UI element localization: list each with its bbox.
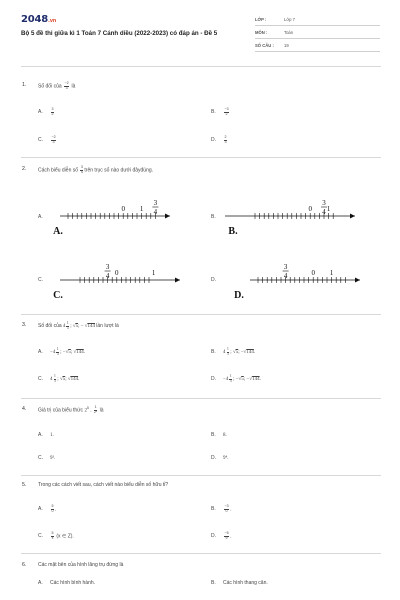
question-text-start: Số đối của <box>38 323 62 330</box>
meta-key: LỚP : <box>255 17 267 22</box>
logo-text: 2048 <box>21 14 49 25</box>
option-label: B. <box>211 349 216 356</box>
option-label: A. <box>38 214 43 220</box>
divider <box>21 157 381 158</box>
option-label: C. <box>38 455 43 461</box>
option-label: B. <box>211 580 216 586</box>
numerator: 2 <box>224 135 227 139</box>
question-text <box>38 166 153 174</box>
numerator: −2 <box>51 135 56 139</box>
numerator: 1 <box>54 374 56 378</box>
logo-suffix: .vn <box>48 18 57 24</box>
option-letter: C. <box>53 290 63 301</box>
option-a[interactable] <box>38 432 54 438</box>
meta-value: Lớp 7 <box>284 17 295 22</box>
sign: − <box>50 350 53 356</box>
denominator: 2² <box>94 409 98 414</box>
meta-class <box>255 16 380 26</box>
root-value: 144 <box>252 377 260 383</box>
option-tail: . <box>230 533 232 540</box>
axis-arrow <box>355 278 360 283</box>
tick-label-zero: 0 <box>311 269 315 277</box>
meta-subject <box>255 29 380 39</box>
option-b[interactable]: B. 4 $\frac{1}{3}$ ; √5; −√144. <box>211 347 256 356</box>
fraction <box>224 136 227 144</box>
divider <box>21 66 381 67</box>
mixed-whole: 4 <box>62 324 66 330</box>
fraction-denominator: 4 <box>322 208 326 216</box>
option-label: B. <box>211 432 216 438</box>
meta-value: 19 <box>284 43 289 48</box>
fraction-numerator: 3 <box>105 263 110 271</box>
question-text: Giá trị của biểu thức $2^5$ . $\frac{1}{\text{2²}}$ là <box>38 405 104 414</box>
option-label: A. <box>38 580 43 586</box>
option-value: 8. <box>223 433 227 438</box>
question-text-start: Giá trị của biểu thức <box>38 407 84 414</box>
option-d[interactable] <box>211 455 229 461</box>
denominator: 3 <box>56 351 59 356</box>
tick-label-zero: 0 <box>121 205 125 213</box>
divider <box>21 314 381 315</box>
option-label: B. <box>211 109 216 116</box>
option-tail: . <box>230 506 232 513</box>
fraction <box>80 166 83 174</box>
option-value: 1. <box>50 433 54 438</box>
option-label: A. <box>38 506 43 513</box>
fraction <box>66 322 69 330</box>
fraction <box>51 504 57 513</box>
site-logo[interactable] <box>21 14 56 25</box>
fraction <box>224 531 232 540</box>
option-a[interactable] <box>38 580 95 586</box>
mixed-whole: 4 <box>52 350 56 356</box>
question-number: 1. <box>22 82 27 88</box>
option-letter: A. <box>53 226 63 237</box>
denominator: 3 <box>227 351 229 356</box>
option-label: A. <box>38 109 43 116</box>
option-label: A. <box>38 432 43 438</box>
denominator: 3 <box>224 139 227 144</box>
question-number: 4. <box>22 406 27 412</box>
root-value: 5 <box>241 377 244 383</box>
numerator: 1 <box>56 347 59 351</box>
meta-value: Toán <box>284 30 294 35</box>
sign: − <box>62 350 66 356</box>
question-text-end: trên trục số nào dưới đâyđúng. <box>84 167 154 174</box>
tick-label-zero: 0 <box>115 269 119 277</box>
option-label: B. <box>211 506 216 513</box>
mixed-whole: 4 <box>225 377 229 383</box>
fraction <box>224 504 232 513</box>
numerator: 5 <box>51 504 54 508</box>
option-c[interactable]: C. 4 $\frac{1}{3}$ ; √5; √144. <box>38 374 80 383</box>
numerator: −3 <box>224 504 229 508</box>
option-d[interactable] <box>211 277 216 283</box>
option-b[interactable] <box>211 432 227 438</box>
option-label: C. <box>38 137 43 144</box>
denominator: 9 <box>225 535 228 540</box>
fraction-denominator: 4 <box>105 272 110 280</box>
option-c[interactable] <box>38 277 43 283</box>
option-d[interactable] <box>211 136 228 144</box>
root-value: 5 <box>75 324 79 330</box>
denominator: 2 <box>51 111 54 116</box>
root-value: 144 <box>87 324 96 330</box>
document-title: Bộ 5 đề thi giữa kì 1 Toán 7 Cánh diều (2022-2023) có đáp án - Đề 5 <box>21 30 218 37</box>
root-value: 144 <box>70 377 79 383</box>
option-c[interactable] <box>38 455 55 461</box>
denominator: 4 <box>80 169 83 174</box>
tick-label-zero: 0 <box>308 205 312 213</box>
option-d[interactable] <box>211 532 232 540</box>
option-value: Các hình thang cân. <box>223 580 268 586</box>
numerator: −5 <box>224 531 229 535</box>
divider <box>21 553 381 554</box>
question-text-start: Cách biểu diễn số <box>38 167 79 174</box>
option-label: D. <box>211 277 216 283</box>
axis-arrow <box>350 214 355 219</box>
option-label: C. <box>38 277 43 283</box>
denominator: 3 <box>54 378 56 383</box>
option-a[interactable] <box>38 214 43 220</box>
question-text-end: là <box>71 83 76 90</box>
tick-label-one: 1 <box>151 269 156 277</box>
power-exponent: 5 <box>86 406 89 410</box>
meta-key: SỐ CÂU : <box>255 43 274 48</box>
option-tail: . <box>55 506 57 513</box>
mixed-whole: 4 <box>50 377 53 383</box>
root-value: 5 <box>62 377 66 383</box>
option-value: 9². <box>50 456 56 461</box>
fraction <box>54 375 57 383</box>
option-d[interactable]: D. −4 $\frac{1}{3}$ ; −√5; −√144. <box>211 374 261 383</box>
divider <box>21 475 381 476</box>
numerator: 1 <box>229 374 232 378</box>
option-a[interactable] <box>38 108 55 116</box>
meta-count <box>255 42 380 52</box>
option-label: D. <box>211 137 216 144</box>
mixed-whole: 4 <box>223 350 226 356</box>
denominator: 3 <box>66 325 69 330</box>
sign: − <box>235 377 239 383</box>
fraction-denominator: 4 <box>153 208 158 216</box>
sign: − <box>246 377 250 383</box>
numerator: 1 <box>227 347 229 351</box>
option-value: Các hình bình hành. <box>50 580 96 586</box>
option-label: D. <box>211 533 216 540</box>
option-label: D. <box>211 376 216 383</box>
numerator: 1 <box>94 405 97 410</box>
option-label: B. <box>211 214 216 220</box>
fraction <box>51 532 54 540</box>
question-text-start: Số đối của <box>38 83 62 90</box>
denominator: 3 <box>65 85 68 90</box>
option-b[interactable] <box>211 108 230 116</box>
tick-label-one: 1 <box>326 205 331 213</box>
denominator: 2 <box>225 111 228 116</box>
fraction <box>229 375 232 383</box>
numerator: 3 <box>51 107 54 111</box>
meta-key: MÔN : <box>255 30 268 35</box>
fraction-numerator: 3 <box>153 199 158 207</box>
tick-label-one: 1 <box>139 205 144 213</box>
question-text-end: là <box>99 407 104 414</box>
option-label: C. <box>38 376 43 383</box>
option-b[interactable] <box>211 505 232 513</box>
numerator: −3 <box>224 107 229 111</box>
numerator: 1 <box>66 321 69 325</box>
question-number: 6. <box>22 562 27 568</box>
option-value: 9⁴. <box>223 456 229 461</box>
tick-label-one: 1 <box>329 269 334 277</box>
fraction <box>51 136 56 144</box>
root-value: 144 <box>246 350 254 356</box>
option-a[interactable]: A. −4 $\frac{1}{3}$ ; −√5; √144. <box>38 347 85 356</box>
divider <box>21 398 381 399</box>
sign: − <box>240 350 244 356</box>
root-value: 5 <box>235 350 239 356</box>
option-label: A. <box>38 349 43 356</box>
option-b[interactable] <box>211 214 216 220</box>
axis-arrow <box>175 278 180 283</box>
question-text-end: lần lượt là <box>96 323 119 330</box>
fraction-numerator: 3 <box>322 199 326 207</box>
number-line-c <box>50 256 200 308</box>
option-c[interactable] <box>38 532 74 540</box>
denominator: 3 <box>52 139 55 144</box>
option-tail: (x ∈ Z). <box>55 533 74 540</box>
denominator: 3 <box>229 378 232 383</box>
fraction <box>64 82 69 90</box>
axis-arrow <box>165 214 170 219</box>
sign: − <box>223 377 226 383</box>
question-number: 3. <box>22 322 27 328</box>
fraction-numerator: 3 <box>283 263 288 271</box>
fraction-denominator: 4 <box>283 272 288 280</box>
fraction <box>224 108 229 116</box>
option-c[interactable] <box>38 136 57 144</box>
option-label: C. <box>38 533 43 540</box>
number-line-d <box>225 256 375 308</box>
power-base: 2 <box>84 408 87 414</box>
numerator: 5 <box>51 531 54 535</box>
question-text: Số đối của 4 $\frac{1}{3}$ ; √5; − √144 lần lượt là <box>38 321 119 330</box>
denominator: 0 <box>51 508 54 513</box>
numerator: −2 <box>64 81 69 85</box>
number-line-b <box>225 192 375 244</box>
option-letter: D. <box>234 290 244 301</box>
option-b[interactable] <box>211 580 268 586</box>
question-number: 2. <box>22 166 27 172</box>
root-value: 5 <box>68 350 71 356</box>
number-line-a <box>50 192 200 244</box>
question-text: Các mặt bên của hình lăng trụ đứng là <box>38 562 124 568</box>
fraction <box>51 108 54 116</box>
question-text: Trong các cách viết sau, cách viết nào biểu diễn số hữu tỉ? <box>38 482 169 488</box>
root-value: 144 <box>76 350 84 356</box>
fraction <box>227 348 230 356</box>
fraction <box>94 406 97 414</box>
denominator: 0 <box>225 508 228 513</box>
fraction <box>56 348 59 356</box>
denominator: x <box>51 535 54 540</box>
question-text <box>38 82 75 90</box>
option-letter: B. <box>228 226 238 237</box>
option-a[interactable] <box>38 505 56 513</box>
numerator: 3 <box>80 165 83 169</box>
option-label: D. <box>211 455 216 461</box>
question-number: 5. <box>22 482 27 488</box>
